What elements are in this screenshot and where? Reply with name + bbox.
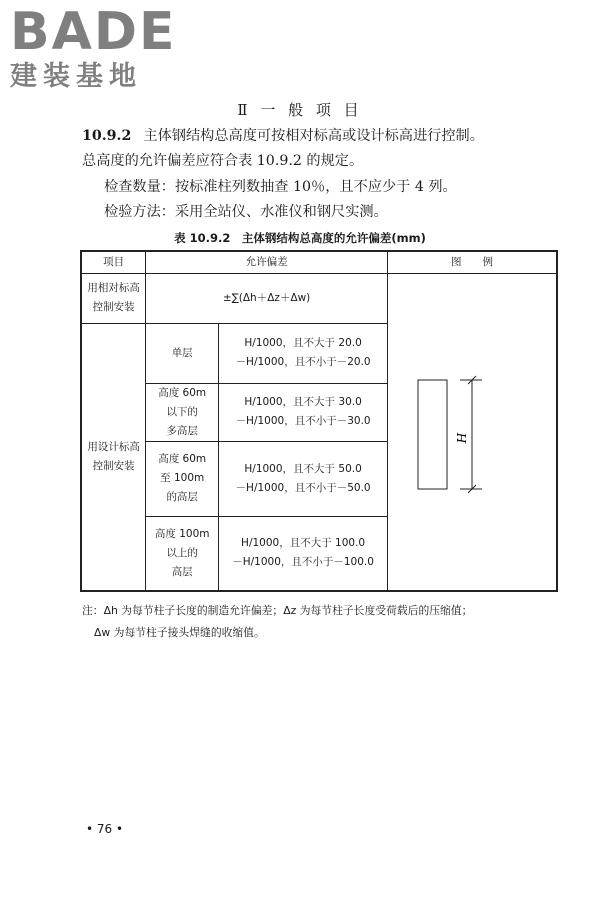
- header-tolerance: 允许偏差: [146, 251, 388, 273]
- header-figure: 图 例: [387, 251, 557, 273]
- logo-subtitle: 建装基地: [10, 61, 142, 92]
- tolerance-below-60m: H/1000，且不大于 30.0 －H/1000，且不小于－30.0: [219, 383, 388, 441]
- inspection-method: 检验方法：采用全站仪、水准仪和钢尺实测。: [104, 204, 388, 220]
- tolerance-single-storey: H/1000，且不大于 20.0 －H/1000，且不小于－20.0: [219, 323, 388, 383]
- category-single-storey: 单层: [146, 323, 219, 383]
- clause-number: 10.9.2: [82, 128, 132, 144]
- relative-elevation-value: ±∑(Δh＋Δz＋Δw): [146, 273, 388, 323]
- relative-elevation-label: 用相对标高 控制安装: [81, 273, 146, 323]
- clause-text-1: 主体钢结构总高度可按相对标高或设计标高进行控制。: [143, 128, 484, 144]
- inspection-quantity: 检查数量：按标准柱列数抽查 10％，且不应少于 4 列。: [104, 179, 457, 195]
- column-height-diagram: [392, 278, 552, 578]
- tolerance-table: [80, 250, 558, 592]
- brand-logo: [10, 4, 180, 92]
- category-above-100m: 高度 100m 以上的 高层: [146, 516, 219, 591]
- table-note-line-2: Δw 为每节柱子接头焊缝的收缩值。: [94, 626, 265, 639]
- header-item: 项目: [81, 251, 146, 273]
- table-note-line-1: 注：Δh 为每节柱子长度的制造允许偏差；Δz 为每节柱子长度受荷载后的压缩值；: [82, 604, 473, 617]
- height-label: H: [454, 433, 469, 444]
- page-number: • 76 •: [86, 822, 124, 836]
- table-row: [81, 273, 557, 323]
- design-elevation-label: 用设计标高 控制安装: [81, 323, 146, 591]
- tolerance-60-100m: H/1000，且不大于 50.0 －H/1000，且不小于－50.0: [219, 441, 388, 516]
- column-outline: [418, 380, 447, 489]
- category-below-60m: 高度 60m 以下的 多高层: [146, 383, 219, 441]
- figure-cell: [387, 273, 557, 591]
- clause-line-1: [82, 125, 484, 145]
- section-heading: Ⅱ 一 般 项 目: [237, 101, 363, 119]
- clause-line-2: 总高度的允许偏差应符合表 10.9.2 的规定。: [82, 153, 364, 169]
- logo-brand: BADE: [10, 2, 177, 62]
- table-header-row: [81, 251, 557, 273]
- table-caption: 表 10.9.2 主体钢结构总高度的允许偏差(mm): [174, 231, 426, 245]
- tolerance-above-100m: H/1000，且不大于 100.0 －H/1000，且不小于－100.0: [219, 516, 388, 591]
- category-60-100m: 高度 60m 至 100m 的高层: [146, 441, 219, 516]
